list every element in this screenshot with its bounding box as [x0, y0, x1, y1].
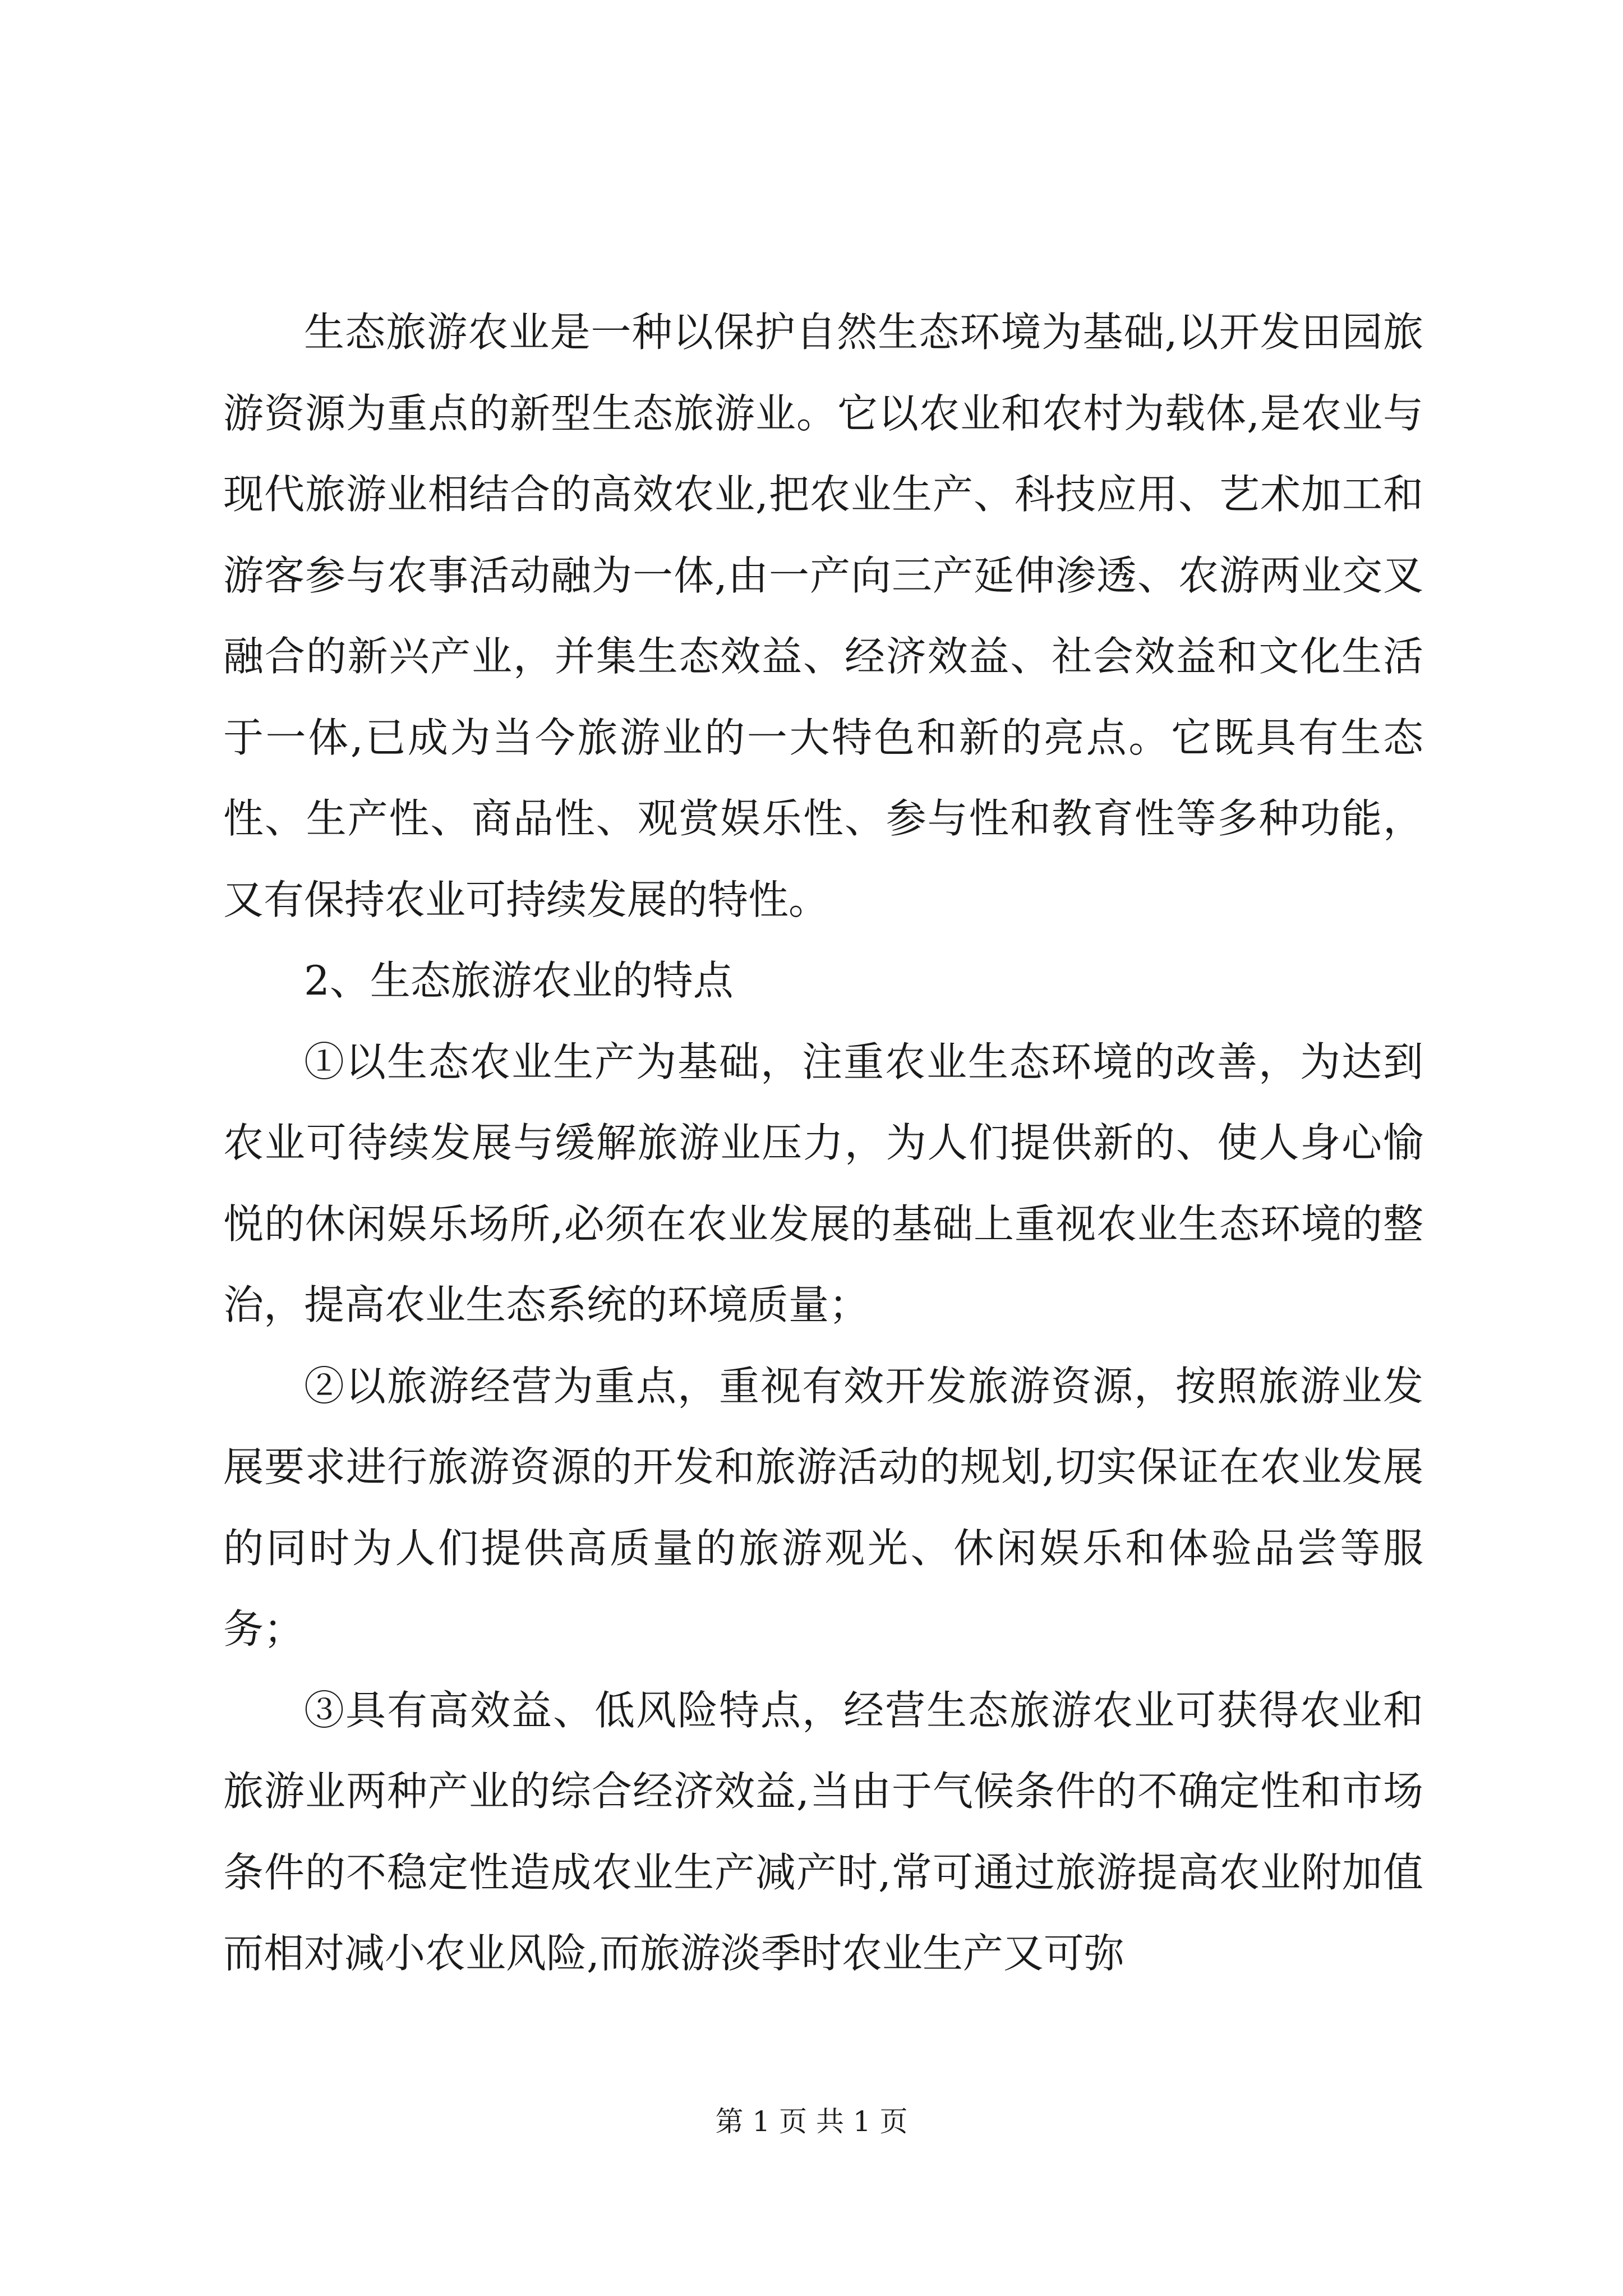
paragraph-intro: 生态旅游农业是一种以保护自然生态环境为基础,以开发田园旅游资源为重点的新型生态旅游业。它以农业和农村为载体,是农业与现代旅游业相结合的高效农业,把农业生产、科技应用、艺术加工和游客参与农事活动融为一体,由一产向三产延伸渗透、农游两业交叉融合的新兴产业，并集生态效益、经济效益、社会效益和文化生活于一体,已成为当今旅游业的一大特色和新的亮点。它既具有生态性、生产性、商品性、观赏娱乐性、参与性和教育性等多种功能，又有保持农业可持续发展的特性。	[223, 309, 1423, 923]
document-body	[223, 292, 1423, 1994]
section-heading-features: 2、生态旅游农业的特点	[304, 957, 734, 1004]
page-footer: 第 1 页 共 1 页	[715, 2105, 908, 2138]
paragraph-feature-1: ①以生态农业生产为基础，注重农业生态环境的改善，为达到农业可待续发展与缓解旅游业压力，为人们提供新的、使人身心愉悦的休闲娱乐场所,必须在农业发展的基础上重视农业生态环境的整治，提高农业生态系统的环境质量；	[223, 1038, 1423, 1328]
paragraph-feature-3: ③具有高效益、低风险特点，经营生态旅游农业可获得农业和旅游业两种产业的综合经济效益,当由于气候条件的不确定性和市场条件的不稳定性造成农业生产减产时,常可通过旅游提高农业附加值而相对减小农业风险,而旅游淡季时农业生产又可弥	[223, 1686, 1423, 1977]
paragraph-feature-2: ②以旅游经营为重点，重视有效开发旅游资源，按照旅游业发展要求进行旅游资源的开发和旅游活动的规划,切实保证在农业发展的同时为人们提供高质量的旅游观光、休闲娱乐和体验品尝等服务；	[223, 1362, 1423, 1653]
